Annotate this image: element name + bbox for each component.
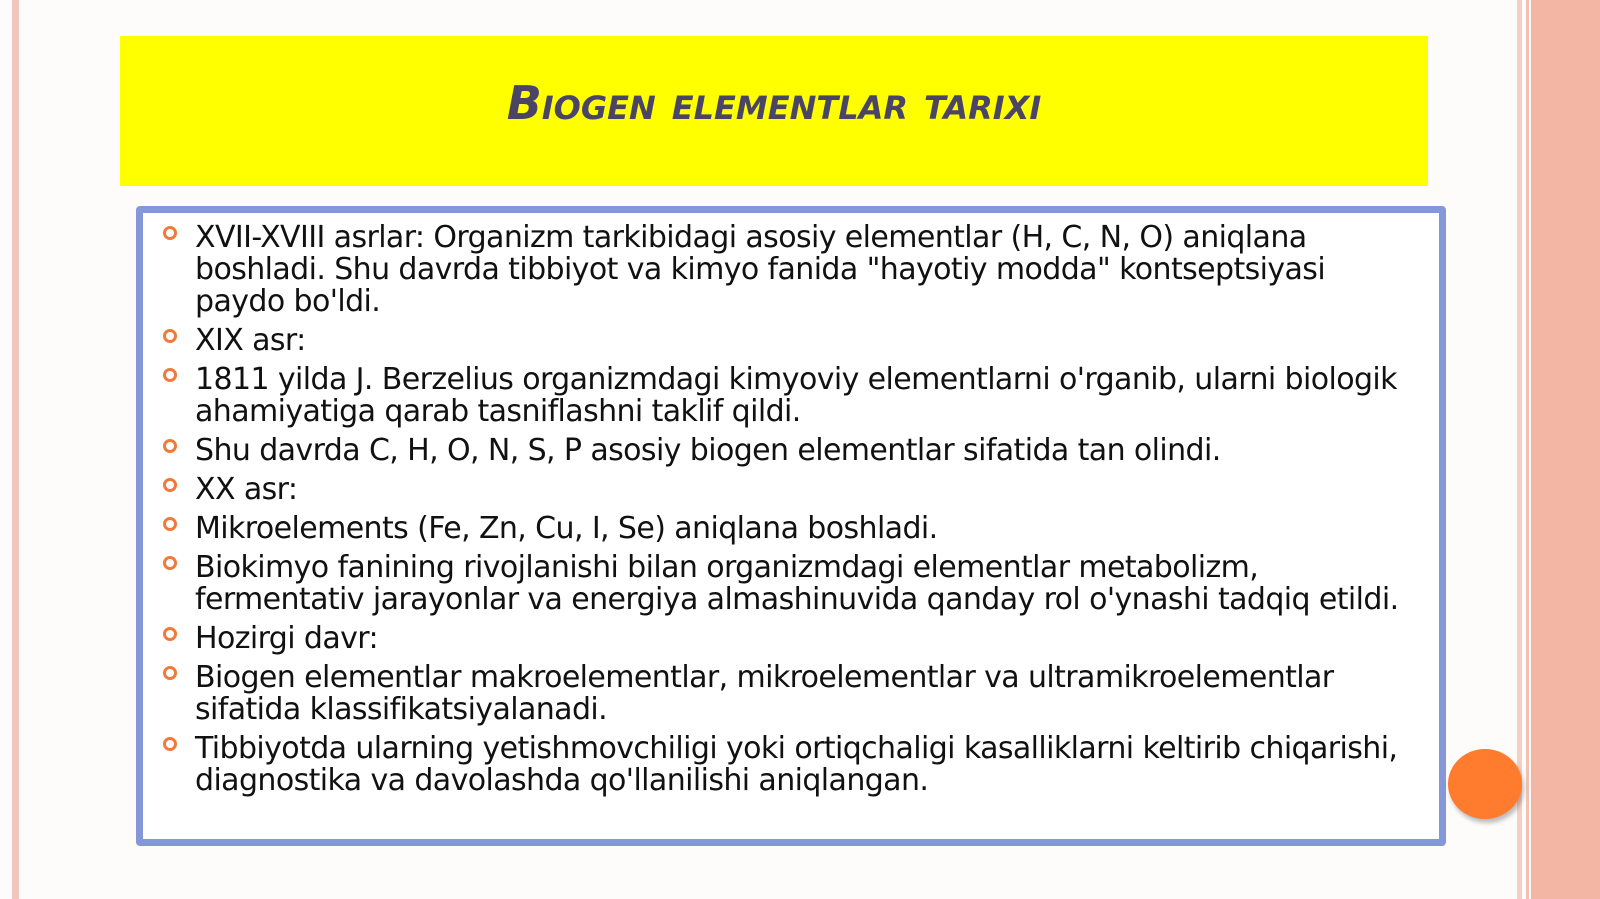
bullet-text: XVII-XVIII asrlar: Organizm tarkibidagi asosiy elementlar (H, C, N, O) aniqlana boshladi. Shu davrda tibbiyot va kimyo fanida "hayotiy modda" kontseptsiyasi paydo bo'ldi.: [195, 220, 1326, 319]
bullet-item: [153, 623, 1423, 655]
title-banner: [120, 36, 1428, 186]
bullet-text: Tibbiyotda ularning yetishmovchiligi yoki ortiqchaligi kasalliklarni keltirib chiqarishi, diagnostika va davolashda qo'llanilishi aniqlangan.: [195, 731, 1398, 798]
bullet-text: XIX asr:: [195, 323, 306, 358]
bullet-text: Hozirgi davr:: [195, 621, 379, 656]
content-box: [136, 206, 1446, 846]
bullet-circle-icon: [163, 226, 177, 240]
right-decor-panel: [1531, 0, 1600, 899]
bullet-circle-icon: [163, 329, 177, 343]
bullet-item: [153, 513, 1423, 545]
bullet-text: Biokimyo fanining rivojlanishi bilan organizmdagi elementlar metabolizm, fermentativ jarayonlar va energiya almashinuvida qanday rol o'ynashi tadqiq etildi.: [195, 550, 1399, 617]
bullet-circle-icon: [163, 556, 177, 570]
bullet-item: [153, 364, 1423, 428]
bullet-list: [153, 222, 1423, 804]
bullet-circle-icon: [163, 627, 177, 641]
bullet-circle-icon: [163, 439, 177, 453]
slide-title: Biogen elementlar tarixi: [506, 76, 1042, 130]
bullet-circle-icon: [163, 666, 177, 680]
bullet-text: Biogen elementlar makroelementlar, mikroelementlar va ultramikroelementlar sifatida klassifikatsiyalanadi.: [195, 660, 1334, 727]
bullet-text: XX asr:: [195, 472, 298, 507]
bullet-circle-icon: [163, 737, 177, 751]
bullet-item: [153, 552, 1423, 616]
left-decor-stripe: [12, 0, 19, 899]
bullet-text: Mikroelements (Fe, Zn, Cu, I, Se) aniqlana boshladi.: [195, 511, 938, 546]
bullet-text: 1811 yilda J. Berzelius organizmdagi kimyoviy elementlarni o'rganib, ularni biologik ahamiyatiga qarab tasniflashni taklif qildi.: [195, 362, 1397, 429]
bullet-circle-icon: [163, 478, 177, 492]
bullet-text: Shu davrda C, H, O, N, S, P asosiy biogen elementlar sifatida tan olindi.: [195, 433, 1221, 468]
bullet-item: [153, 222, 1423, 318]
bullet-item: [153, 435, 1423, 467]
right-decor-thin-stripe: [1517, 0, 1522, 899]
bullet-circle-icon: [163, 368, 177, 382]
bullet-item: [153, 662, 1423, 726]
bullet-item: [153, 325, 1423, 357]
bullet-item: [153, 733, 1423, 797]
right-decor-thin-stripe-2: [1526, 0, 1529, 899]
decorative-orange-circle: [1448, 749, 1522, 819]
bullet-circle-icon: [163, 517, 177, 531]
bullet-item: [153, 474, 1423, 506]
